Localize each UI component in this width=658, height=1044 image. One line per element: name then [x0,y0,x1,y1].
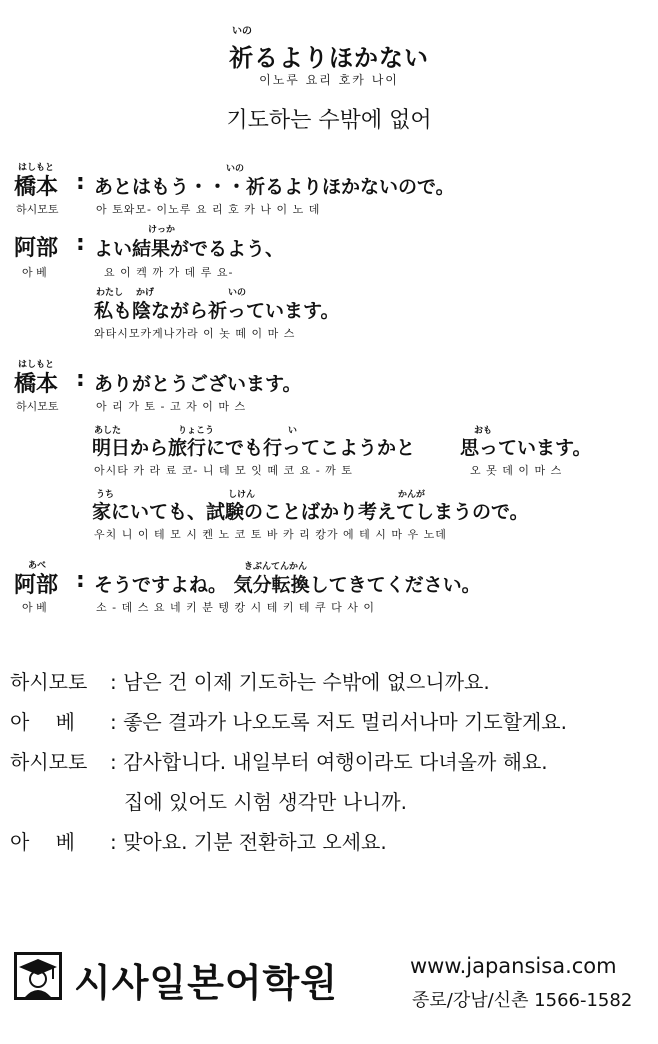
speaker-reading: 아 베 [22,601,47,614]
line-ruby: けっか [148,225,176,235]
line-reading: 아 토와모- 이노루 요 리 호 카 나 이 노 데 [96,203,321,216]
translation-speaker: 하시모토 [10,670,88,694]
speaker-colon: : [76,568,85,593]
dialogue-line: よい結果がでるよう、 [94,238,285,260]
line-ruby: きぶんてんかん [244,562,308,572]
speaker-ruby: はしもと [18,360,55,370]
academy-logo-icon [14,952,62,1000]
line-ruby: りょこう [178,426,215,436]
speaker-reading: 하시모토 [16,203,59,216]
speaker-reading: 하시모토 [16,400,59,413]
translation-text: 집에 있어도 시험 생각만 나니까. [124,790,407,814]
translation-text: 감사합니다. 내일부터 여행이라도 다녀올까 해요. [123,750,548,774]
speaker-reading: 아 베 [22,266,47,279]
line-ruby: いの [228,288,247,298]
title-translation: 기도하는 수밖에 없어 [226,108,432,133]
speaker-colon: : [76,367,85,392]
line-ruby: おも [474,426,493,436]
translation-text: 좋은 결과가 나오도록 저도 멀리서나마 기도할게요. [123,710,567,734]
line-reading: 아시타 카 라 료 코- 니 데 모 잇 떼 코 요 - 까 토 [94,464,353,477]
speaker-colon: : [76,170,85,195]
line-reading: 아 리 가 토 - 고 자 이 마 스 [96,400,247,413]
translation-colon: : [110,710,117,734]
translation-colon: : [110,670,117,694]
line-ruby: かげ [136,288,155,298]
speaker-name: 橋本 [14,175,59,200]
line-reading: 요 이 켁 까 가 데 루 요- [104,266,234,279]
line-reading: 오 못 데 이 마 스 [470,464,563,477]
speaker-name: 阿部 [14,236,59,261]
dialogue-line: 私も陰ながら祈っています。 [94,300,340,322]
translation-line [124,786,407,815]
line-reading: 와타시모카게나가라 이 놋 떼 이 마 스 [94,327,296,340]
line-ruby: わたし [96,288,124,298]
line-ruby: あした [94,426,122,436]
dialogue-line: 明日から旅行にでも行ってこようかと [92,437,416,459]
translation-text: 남은 건 이제 기도하는 수밖에 없으니까요. [123,670,490,694]
line-reading: 우치 니 이 테 모 시 켄 노 코 토 바 카 리 캉가 에 테 시 마 우 노데 [94,528,447,541]
speaker-name: 橋本 [14,372,59,397]
contact-info: 종로/강남/신촌 1566-1582 [412,990,633,1011]
dialogue-line: 思っています。 [460,437,592,459]
website-link[interactable]: www.japansisa.com [410,954,617,978]
translation-speaker: 아 베 [10,710,75,734]
translation-text: 맞아요. 기분 전환하고 오세요. [123,830,387,854]
line-ruby: い [288,426,298,436]
dialogue-line: あとはもう・・・祈るよりほかないので。 [94,176,455,198]
page-title: 祈るよりほかない [229,44,429,72]
speaker-ruby: あべ [28,561,47,571]
speaker-ruby: はしもと [18,163,55,173]
dialogue-line: ありがとうございます。 [94,373,302,395]
translation-line [10,666,490,695]
translation-line [10,826,387,855]
translation-colon: : [110,830,117,854]
title-reading: 이노루 요리 호카 나이 [259,73,399,87]
title-ruby: いの [232,26,252,37]
line-ruby: いの [226,164,245,174]
dialogue-line: そうですよね。 気分転換してきてください。 [94,574,481,596]
line-ruby: うち [96,490,115,500]
speaker-colon: : [76,231,85,256]
line-ruby: しけん [228,490,256,500]
line-ruby: かんが [398,490,426,500]
speaker-name: 阿部 [14,573,59,598]
translation-line [10,706,567,735]
translation-colon: : [110,750,117,774]
dialogue-line: 家にいても、試験のことばかり考えてしまうので。 [92,501,529,523]
translation-speaker: 하시모토 [10,750,88,774]
translation-line [10,746,548,775]
academy-name: 시사일본어학원 [74,961,338,1005]
translation-speaker: 아 베 [10,830,75,854]
line-reading: 소 - 데 스 요 네 키 분 텡 캉 시 테 키 테 쿠 다 사 이 [96,601,376,614]
